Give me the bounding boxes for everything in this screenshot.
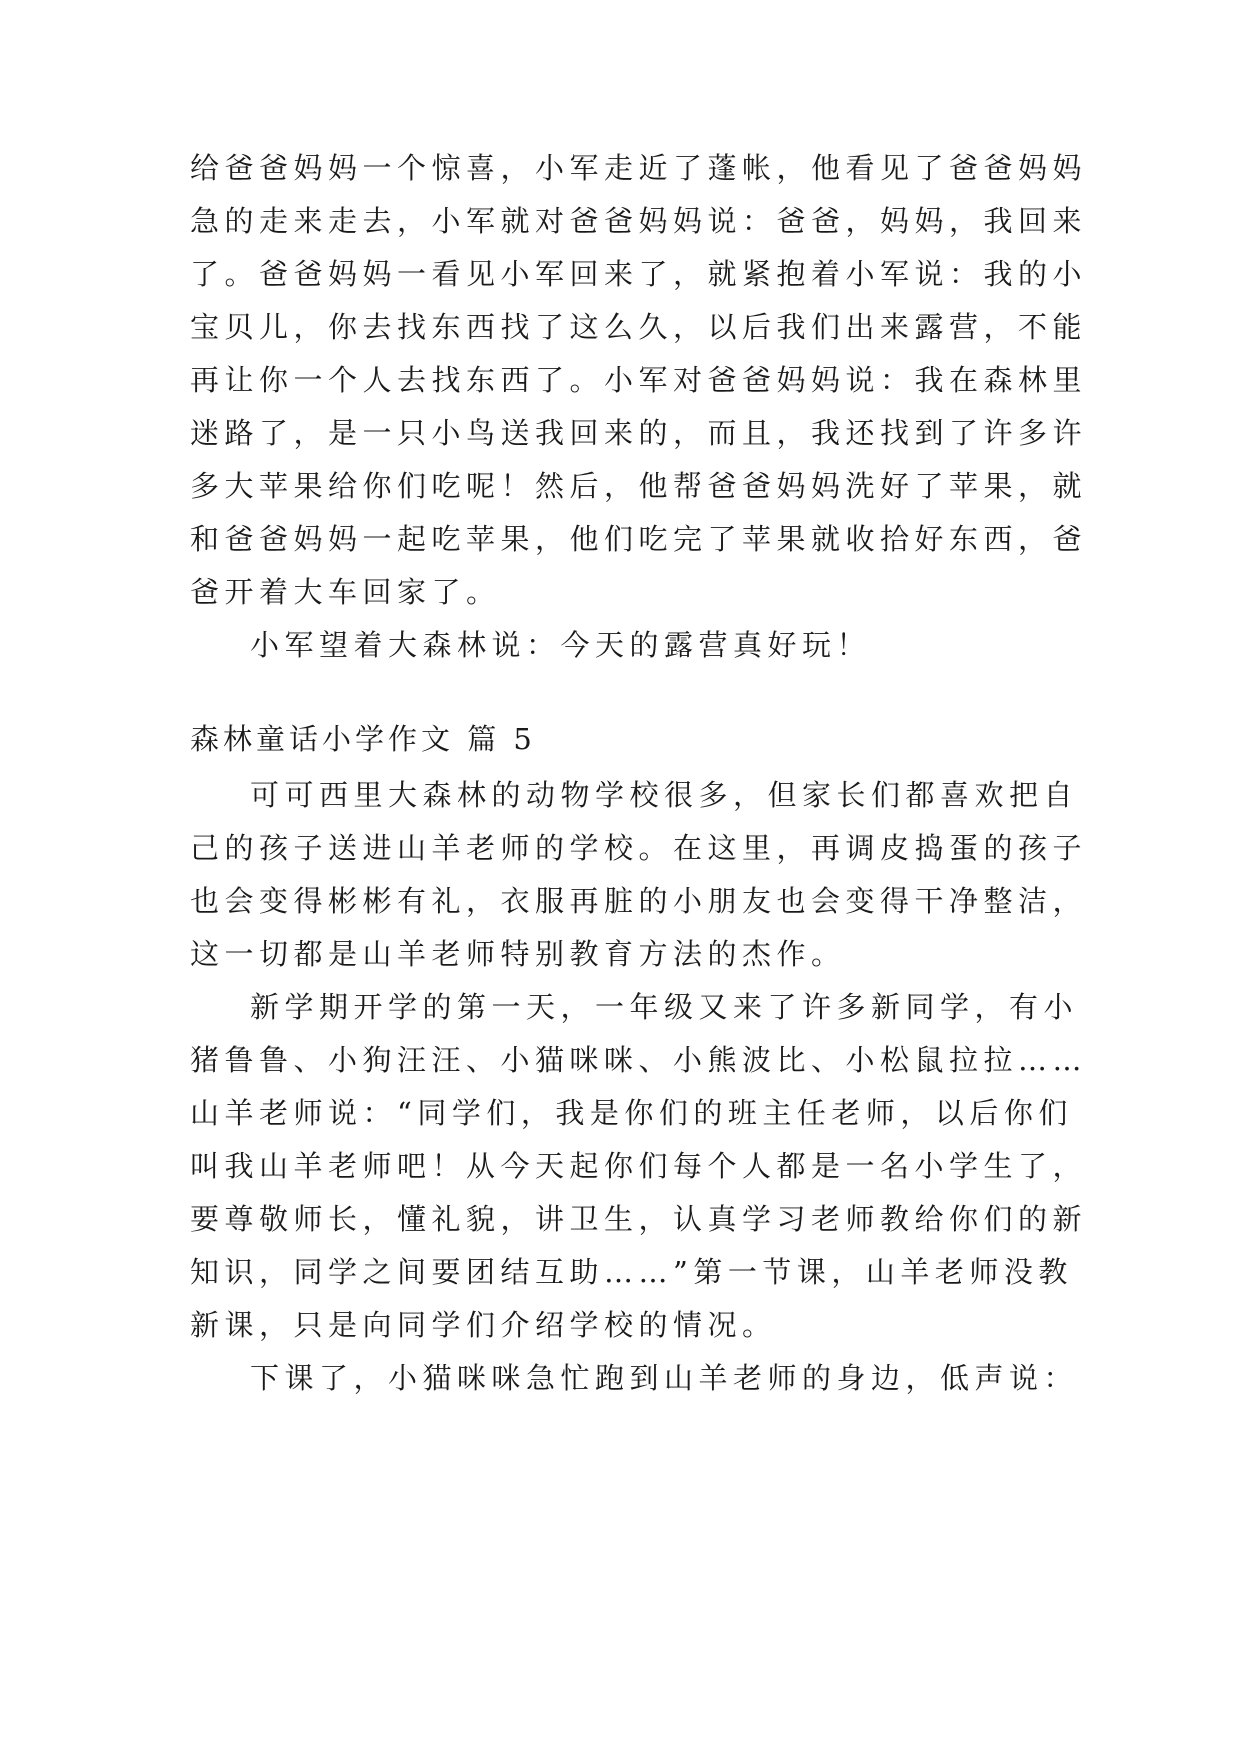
text-line: 猪鲁鲁、小狗汪汪、小猫咪咪、小熊波比、小松鼠拉拉…… <box>190 1043 1088 1077</box>
text-line: 再让你一个人去找东西了。小军对爸爸妈妈说：我在森林里 <box>190 363 1088 397</box>
text-line: 爸开着大车回家了。 <box>190 575 501 609</box>
text-line: 迷路了，是一只小鸟送我回来的，而且，我还找到了许多许 <box>190 416 1088 450</box>
text-line: 多大苹果给你们吃呢！然后，他帮爸爸妈妈洗好了苹果，就 <box>190 469 1088 503</box>
text-line: 要尊敬师长，懂礼貌，讲卫生，认真学习老师教给你们的新 <box>190 1202 1088 1236</box>
text-line: 山羊老师说：“同学们，我是你们的班主任老师，以后你们 <box>190 1096 1073 1130</box>
text-line: 叫我山羊老师吧！从今天起你们每个人都是一名小学生了， <box>190 1149 1088 1183</box>
text-line: 可可西里大森林的动物学校很多，但家长们都喜欢把自 <box>250 778 1079 812</box>
text-line: 新课，只是向同学们介绍学校的情况。 <box>190 1308 777 1342</box>
text-line: 这一切都是山羊老师特别教育方法的杰作。 <box>190 937 846 971</box>
text-line: 也会变得彬彬有礼，衣服再脏的小朋友也会变得干净整洁， <box>190 884 1088 918</box>
text-line: 急的走来走去，小军就对爸爸妈妈说：爸爸，妈妈，我回来 <box>190 204 1088 238</box>
closing-line: 小军望着大森林说：今天的露营真好玩！ <box>250 628 872 662</box>
text-line: 宝贝儿，你去找东西找了这么久，以后我们出来露营，不能 <box>190 310 1088 344</box>
text-line: 下课了，小猫咪咪急忙跑到山羊老师的身边，低声说： <box>250 1361 1079 1395</box>
section-heading: 森林童话小学作文 篇 5 <box>190 722 536 756</box>
text-line: 新学期开学的第一天，一年级又来了许多新同学，有小 <box>250 990 1079 1024</box>
text-line: 己的孩子送进山羊老师的学校。在这里，再调皮捣蛋的孩子 <box>190 831 1088 865</box>
text-line: 知识，同学之间要团结互助……”第一节课，山羊老师没教 <box>190 1255 1073 1289</box>
text-line: 和爸爸妈妈一起吃苹果，他们吃完了苹果就收拾好东西，爸 <box>190 522 1088 556</box>
text-line: 给爸爸妈妈一个惊喜，小军走近了蓬帐，他看见了爸爸妈妈 <box>190 151 1088 185</box>
text-line: 了。爸爸妈妈一看见小军回来了，就紧抱着小军说：我的小 <box>190 257 1088 291</box>
